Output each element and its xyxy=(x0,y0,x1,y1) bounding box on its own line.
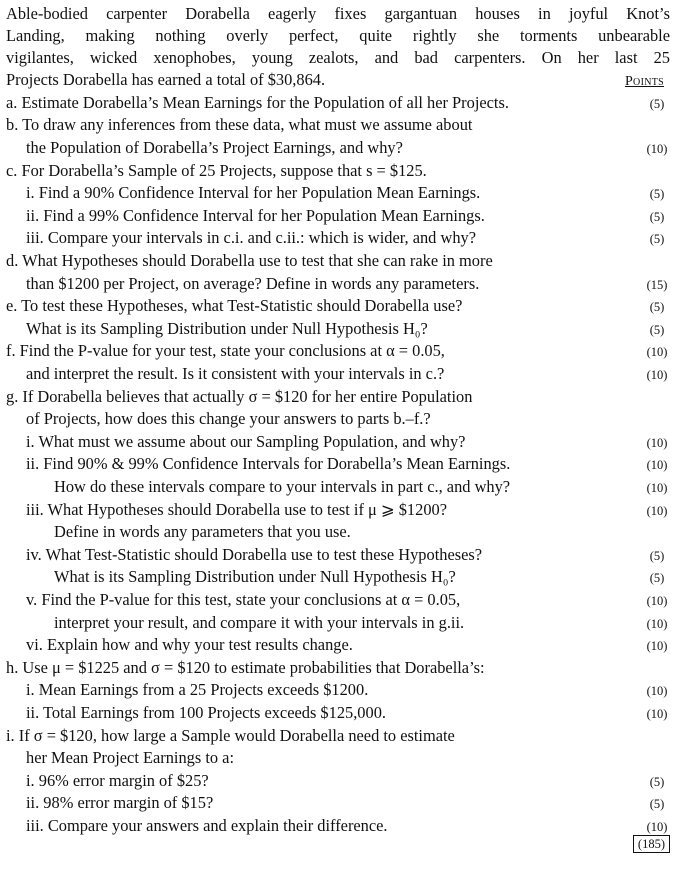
question-line xyxy=(6,160,670,183)
question-text: the Population of Dorabella’s Project Earnings, and why? xyxy=(26,138,403,158)
question-line xyxy=(6,114,670,137)
question-points: (5) xyxy=(649,774,665,789)
intro-line: Able-bodied carpenter Dorabella eagerly fixes gargantuan houses in joyful Knot’s xyxy=(6,4,670,23)
question-line xyxy=(6,182,670,205)
question-line xyxy=(6,318,670,341)
question-line xyxy=(6,521,670,544)
question-line xyxy=(6,227,670,250)
question-line xyxy=(6,453,670,476)
question-text: What is its Sampling Distribution under Null Hypothesis H₀? xyxy=(54,567,456,587)
question-line xyxy=(6,792,670,815)
question-points: (5) xyxy=(649,96,665,111)
points-heading: Points xyxy=(624,74,664,90)
question-line xyxy=(6,431,670,454)
question-points: (5) xyxy=(649,187,665,202)
question-text: ii. Total Earnings from 100 Projects exceeds $125,000. xyxy=(26,702,386,722)
question-line xyxy=(6,566,670,589)
intro-line: Landing, making nothing overly perfect, quite rightly she torments unbearable xyxy=(6,26,670,46)
question-points: (10) xyxy=(646,345,668,360)
question-points: (10) xyxy=(646,368,668,382)
question-text: i. Mean Earnings from a 25 Projects exceeds $1200. xyxy=(26,680,369,700)
question-points: (5) xyxy=(649,571,665,586)
question-text: What is its Sampling Distribution under Null Hypothesis H₀? xyxy=(26,318,428,338)
question-line xyxy=(6,476,670,499)
question-text: d. What Hypotheses should Dorabella use to test that she can rake in more xyxy=(6,251,493,271)
question-line xyxy=(6,544,670,567)
question-points: (10) xyxy=(646,819,668,834)
question-text: f. Find the P-value for your test, state your conclusions at α = 0.05, xyxy=(6,341,445,361)
question-line xyxy=(6,340,670,363)
question-line xyxy=(6,499,670,522)
question-line xyxy=(6,612,670,635)
question-line xyxy=(6,386,670,409)
question-list xyxy=(6,92,670,838)
question-points: (10) xyxy=(646,706,668,721)
question-text: ii. Find a 99% Confidence Interval for her Population Mean Earnings. xyxy=(26,205,485,225)
question-points: (10) xyxy=(646,684,668,699)
question-line xyxy=(6,815,670,838)
question-text: Define in words any parameters that you use. xyxy=(54,522,351,542)
question-line xyxy=(6,702,670,725)
question-line xyxy=(6,205,670,228)
question-text: iii. What Hypotheses should Dorabella use to test if μ ⩾ $1200? xyxy=(26,499,447,519)
question-text: and interpret the result. Is it consistent with your intervals in c.? xyxy=(26,364,445,383)
question-points: (5) xyxy=(649,548,665,563)
intro-line: vigilantes, wicked xenophobes, young zealots, and bad carpenters. On her last 25 xyxy=(6,48,670,68)
question-text: of Projects, how does this change your answers to parts b.–f.? xyxy=(26,409,431,429)
question-line xyxy=(6,679,670,702)
question-points: (10) xyxy=(646,142,668,157)
question-line xyxy=(6,295,670,318)
question-line xyxy=(6,770,670,793)
question-points: (10) xyxy=(646,480,668,495)
question-line xyxy=(6,657,670,680)
question-text: i. What must we assume about our Sampling Population, and why? xyxy=(26,431,466,451)
question-text: e. To test these Hypotheses, what Test-Statistic should Dorabella use? xyxy=(6,296,463,316)
question-line xyxy=(6,137,670,160)
question-points: (15) xyxy=(646,277,668,292)
question-text: ii. 98% error margin of $15? xyxy=(26,793,214,813)
question-text: How do these intervals compare to your intervals in part c., and why? xyxy=(54,476,511,496)
question-text: v. Find the P-value for this test, state your conclusions at α = 0.05, xyxy=(26,589,461,609)
total-points: (185) xyxy=(633,835,670,853)
question-line xyxy=(6,725,670,748)
question-points: (10) xyxy=(646,503,668,518)
question-text: b. To draw any inferences from these data, what must we assume about xyxy=(6,115,473,135)
question-points: (5) xyxy=(649,300,665,315)
question-text: interpret your result, and compare it with your intervals in g.ii. xyxy=(54,612,465,632)
question-text: h. Use μ = $1225 and σ = $120 to estimate probabilities that Dorabella’s: xyxy=(6,657,485,677)
question-text: her Mean Project Earnings to a: xyxy=(26,748,235,768)
question-text: i. 96% error margin of $25? xyxy=(26,770,209,790)
question-points: (5) xyxy=(649,209,665,224)
question-text: a. Estimate Dorabella’s Mean Earnings for the Population of all her Projects. xyxy=(6,92,509,112)
question-points: (10) xyxy=(646,435,668,450)
question-line xyxy=(6,273,670,296)
question-points: (5) xyxy=(649,797,665,812)
question-text: iii. Compare your intervals in c.i. and c.ii.: which is wider, and why? xyxy=(26,228,476,248)
question-points: (10) xyxy=(646,458,668,473)
question-text: iii. Compare your answers and explain their difference. xyxy=(26,815,388,835)
question-line xyxy=(6,589,670,612)
question-text: ii. Find 90% & 99% Confidence Intervals for Dorabella’s Mean Earnings. xyxy=(26,454,511,474)
question-line xyxy=(6,747,670,770)
question-line xyxy=(6,250,670,273)
question-points: (5) xyxy=(649,322,665,337)
question-text: g. If Dorabella believes that actually σ = $120 for her entire Population xyxy=(6,386,473,406)
question-line xyxy=(6,408,670,431)
problem-document xyxy=(6,0,670,858)
problem-intro xyxy=(6,0,670,92)
question-line xyxy=(6,363,670,386)
question-text: than $1200 per Project, on average? Define in words any parameters. xyxy=(26,273,480,293)
question-text: i. If σ = $120, how large a Sample would Dorabella need to estimate xyxy=(6,725,455,745)
question-points: (5) xyxy=(649,232,665,247)
question-text: i. Find a 90% Confidence Interval for her Population Mean Earnings. xyxy=(26,183,481,203)
question-points: (10) xyxy=(646,593,668,608)
question-text: vi. Explain how and why your test results change. xyxy=(26,635,353,655)
question-points: (10) xyxy=(646,639,668,654)
question-text: c. For Dorabella’s Sample of 25 Projects, suppose that s = $125. xyxy=(6,160,427,180)
question-points: (10) xyxy=(646,616,668,631)
question-line xyxy=(6,92,670,115)
question-text: iv. What Test-Statistic should Dorabella use to test these Hypotheses? xyxy=(26,544,483,564)
intro-line: Projects Dorabella has earned a total of $30,864. xyxy=(6,70,326,90)
question-line xyxy=(6,634,670,657)
